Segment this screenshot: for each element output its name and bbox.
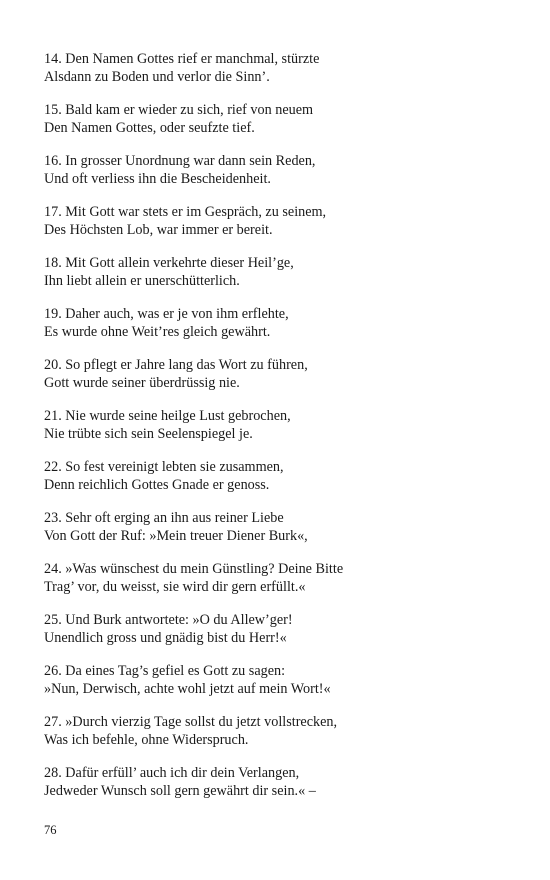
stanza-line: Von Gott der Ruf: »Mein treuer Diener Burk«, [44,528,308,544]
stanza-line: Es wurde ohne Weit’res gleich gewährt. [44,324,271,340]
stanza-line: Alsdann zu Boden und verlor die Sinn’. [44,69,270,85]
stanza-line: 17. Mit Gott war stets er im Gespräch, zu seinem, [44,204,327,220]
stanza-21 [44,407,514,443]
stanza-line: 14. Den Namen Gottes rief er manchmal, stürzte [44,51,320,67]
stanza-line: Des Höchsten Lob, war immer er bereit. [44,222,273,238]
stanza-line: Gott wurde seiner überdrüssig nie. [44,375,240,391]
stanza-line: Trag’ vor, du weisst, sie wird dir gern erfüllt.« [44,579,306,595]
stanza-line: 28. Dafür erfüll’ auch ich dir dein Verlangen, [44,765,300,781]
stanza-18 [44,254,514,290]
stanza-line: Den Namen Gottes, oder seufzte tief. [44,120,255,136]
stanza-line: Ihn liebt allein er unerschütterlich. [44,273,240,289]
stanza-19 [44,305,514,341]
stanza-23 [44,509,514,545]
stanza-line: 20. So pflegt er Jahre lang das Wort zu führen, [44,357,308,373]
stanza-line: 24. »Was wünschest du mein Günstling? Deine Bitte [44,561,344,577]
stanza-line: Und oft verliess ihn die Bescheidenheit. [44,171,271,187]
stanza-line: 27. »Durch vierzig Tage sollst du jetzt vollstrecken, [44,714,338,730]
stanza-line: 15. Bald kam er wieder zu sich, rief von neuem [44,102,314,118]
stanza-27 [44,713,514,749]
stanza-line: Denn reichlich Gottes Gnade er genoss. [44,477,270,493]
stanza-line: Nie trübte sich sein Seelenspiegel je. [44,426,253,442]
stanza-22 [44,458,514,494]
stanza-16 [44,152,514,188]
stanza-28 [44,764,514,800]
stanza-17 [44,203,514,239]
stanza-26 [44,662,514,698]
stanza-15 [44,101,514,137]
stanza-line: Unendlich gross und gnädig bist du Herr!« [44,630,287,646]
page-number: 76 [44,823,57,837]
stanza-line: 19. Daher auch, was er je von ihm erflehte, [44,306,289,322]
stanza-line: 23. Sehr oft erging an ihn aus reiner Liebe [44,510,284,526]
stanza-line: 21. Nie wurde seine heilge Lust gebrochen, [44,408,291,424]
stanza-line: 18. Mit Gott allein verkehrte dieser Heil’ge, [44,255,294,271]
poem-stanzas [44,50,514,815]
stanza-25 [44,611,514,647]
stanza-line: 26. Da eines Tag’s gefiel es Gott zu sagen: [44,663,286,679]
stanza-line: 22. So fest vereinigt lebten sie zusammen, [44,459,284,475]
stanza-line: »Nun, Derwisch, achte wohl jetzt auf mein Wort!« [44,681,331,697]
stanza-line: 16. In grosser Unordnung war dann sein Reden, [44,153,316,169]
stanza-14 [44,50,514,86]
stanza-24 [44,560,514,596]
stanza-20 [44,356,514,392]
stanza-line: Jedweder Wunsch soll gern gewährt dir sein.« – [44,783,316,799]
stanza-line: Was ich befehle, ohne Widerspruch. [44,732,249,748]
stanza-line: 25. Und Burk antwortete: »O du Allew’ger! [44,612,293,628]
